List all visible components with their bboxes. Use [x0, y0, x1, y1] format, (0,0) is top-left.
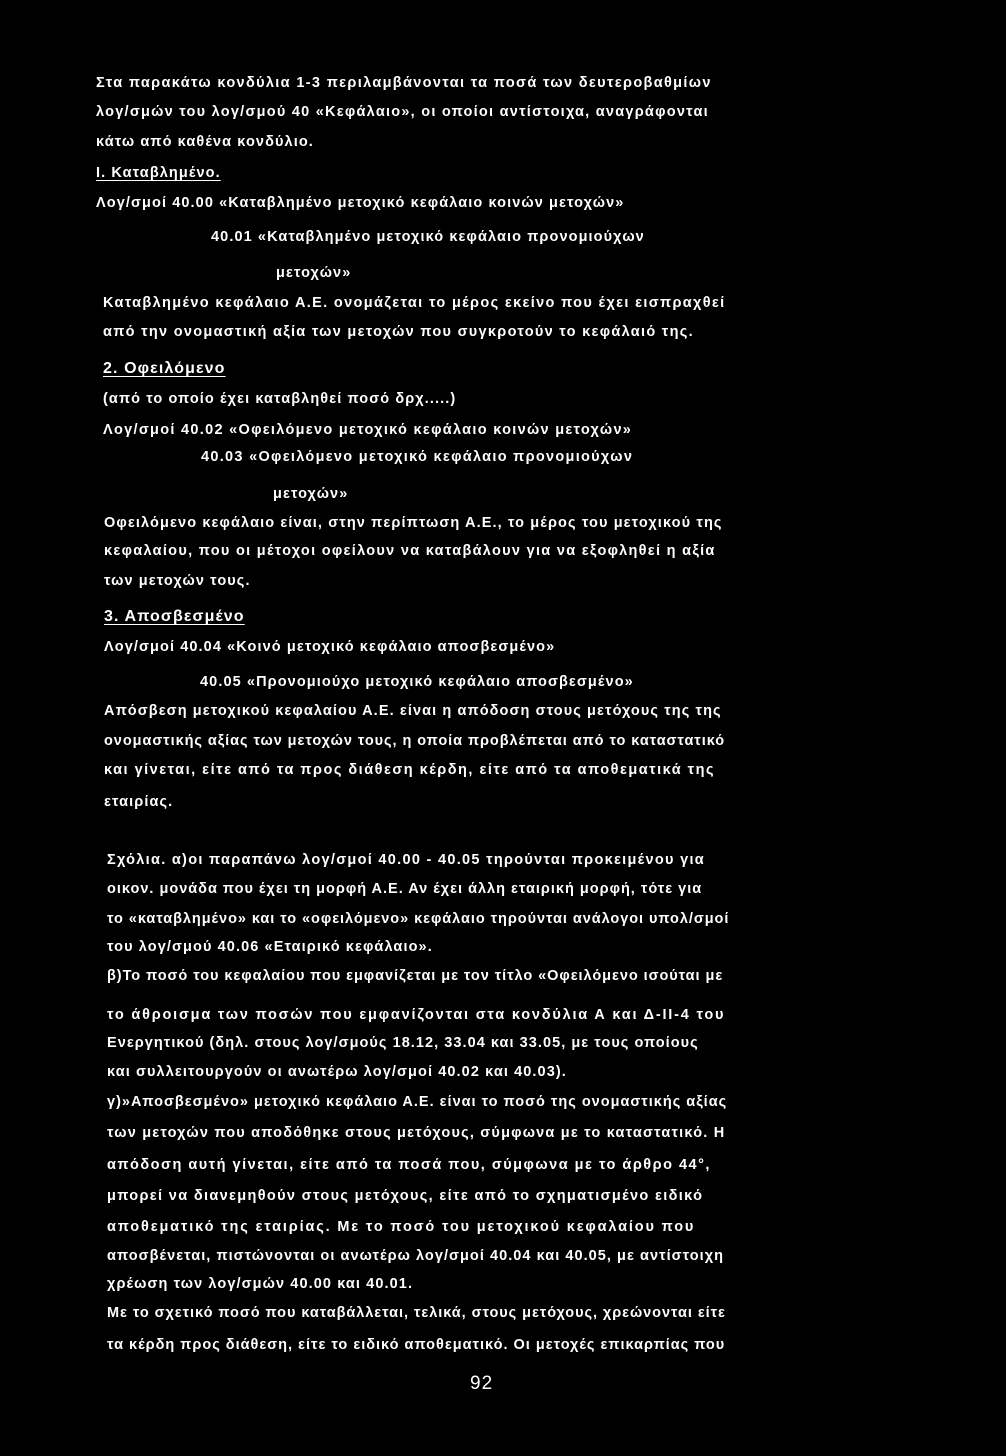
text-line: Με το σχετικό ποσό που καταβάλλεται, τελικά, στους μετόχους, χρεώνονται είτε [107, 1305, 726, 1321]
text-line: οικον. μονάδα που έχει τη μορφή Α.Ε. Αν έχει άλλη εταιρική μορφή, τότε για [107, 881, 703, 897]
text-line: 40.05 «Προνομιούχο μετοχικό κεφάλαιο αποσβεσμένο» [200, 674, 634, 690]
text-line: β)Το ποσό του κεφαλαίου που εμφανίζεται με τον τίτλο «Οφειλόμενο ισούται με [107, 968, 724, 984]
text-line [103, 360, 226, 378]
text-line: τα κέρδη προς διάθεση, είτε το ειδικό αποθεματικό. Οι μετοχές επικαρπίας που [107, 1337, 726, 1353]
text-line: αποθεματικό της εταιρίας. Με το ποσό του μετοχικού κεφαλαίου που [107, 1219, 696, 1235]
text-line: Οφειλόμενο κεφάλαιο είναι, στην περίπτωση Α.Ε., το μέρος του μετοχικού της [104, 515, 723, 531]
text-line: μετοχών» [276, 265, 352, 281]
text-line: και γίνεται, είτε από τα προς διάθεση κέρδη, είτε από τα αποθεματικά της [104, 762, 716, 778]
text-line: Λογ/σμοί 40.04 «Κοινό μετοχικό κεφάλαιο αποσβεσμένο» [104, 639, 556, 655]
text-line: 40.01 «Καταβλημένο μετοχικό κεφάλαιο προνομιούχων [211, 229, 645, 245]
text-line [96, 164, 221, 182]
text-line: από την ονομαστική αξία των μετοχών που συγκροτούν το κεφάλαιό της. [103, 324, 694, 340]
text-line: Σχόλια. α)οι παραπάνω λογ/σμοί 40.00 - 40.05 τηρούνται προκειμένου για [107, 852, 706, 868]
text-line: μπορεί να διανεμηθούν στους μετόχους, είτε από το σχηματισμένο ειδικό [107, 1188, 704, 1204]
section-heading-2: 2. Οφειλόμενο [103, 360, 226, 377]
text-line: το άθροισμα των ποσών που εμφανίζονται στα κονδύλια Α και Δ-ΙΙ-4 του [107, 1007, 726, 1023]
section-heading-3: 3. Αποσβεσμένο [104, 608, 245, 625]
text-line: γ)»Αποσβεσμένο» μετοχικό κεφάλαιο Α.Ε. είναι το ποσό της ονομαστικής αξίας [107, 1094, 728, 1110]
text-line: του λογ/σμού 40.06 «Εταιρικό κεφάλαιο». [107, 939, 433, 955]
text-line: λογ/σμών του λογ/σμού 40 «Κεφάλαιο», οι οποίοι αντίστοιχα, αναγράφονται [96, 104, 709, 120]
text-line: μετοχών» [273, 486, 349, 502]
text-line: 40.03 «Οφειλόμενο μετοχικό κεφάλαιο προνομιούχων [201, 449, 634, 465]
text-line: Λογ/σμοί 40.02 «Οφειλόμενο μετοχικό κεφάλαιο κοινών μετοχών» [103, 422, 633, 438]
text-line: χρέωση των λογ/σμών 40.00 και 40.01. [107, 1276, 414, 1292]
text-line: απόδοση αυτή γίνεται, είτε από τα ποσά που, σύμφωνα με το άρθρο 44°, [107, 1157, 711, 1173]
page-number: 92 [470, 1373, 494, 1394]
text-line: αποσβένεται, πιστώνονται οι ανωτέρω λογ/σμοί 40.04 και 40.05, με αντίστοιχη [107, 1248, 725, 1264]
text-line: των μετοχών τους. [104, 573, 251, 589]
text-line: ονομαστικής αξίας των μετοχών τους, η οποία προβλέπεται από το καταστατικό [104, 733, 726, 749]
text-line: εταιρίας. [104, 794, 174, 810]
text-line: κάτω από καθένα κονδύλιο. [96, 134, 314, 150]
text-line: Καταβλημένο κεφάλαιο Α.Ε. ονομάζεται το μέρος εκείνο που έχει εισπραχθεί [103, 295, 726, 311]
section-heading-1: Ι. Καταβλημένο. [96, 165, 221, 181]
text-line: των μετοχών που αποδόθηκε στους μετόχους, σύμφωνα με το καταστατικό. Η [107, 1125, 726, 1141]
text-line: Στα παρακάτω κονδύλια 1-3 περιλαμβάνονται τα ποσά των δευτεροβαθμίων [96, 75, 712, 91]
text-line: Ενεργητικού (δηλ. στους λογ/σμούς 18.12, 33.04 και 33.05, με τους οποίους [107, 1035, 699, 1051]
text-line: Απόσβεση μετοχικού κεφαλαίου Α.Ε. είναι η απόδοση στους μετόχους της της [104, 703, 722, 719]
text-line [104, 608, 245, 626]
text-line: (από το οποίο έχει καταβληθεί ποσό δρχ.....) [103, 391, 457, 407]
text-line: Λογ/σμοί 40.00 «Καταβλημένο μετοχικό κεφάλαιο κοινών μετοχών» [96, 195, 625, 211]
text-line: κεφαλαίου, που οι μέτοχοι οφείλουν να καταβάλουν για να εξοφληθεί η αξία [104, 543, 716, 559]
text-line: και συλλειτουργούν οι ανωτέρω λογ/σμοί 40.02 και 40.03). [107, 1064, 567, 1080]
text-line: το «καταβλημένο» και το «οφειλόμενο» κεφάλαιο τηρούνται ανάλογοι υπολ/σμοί [107, 911, 730, 927]
